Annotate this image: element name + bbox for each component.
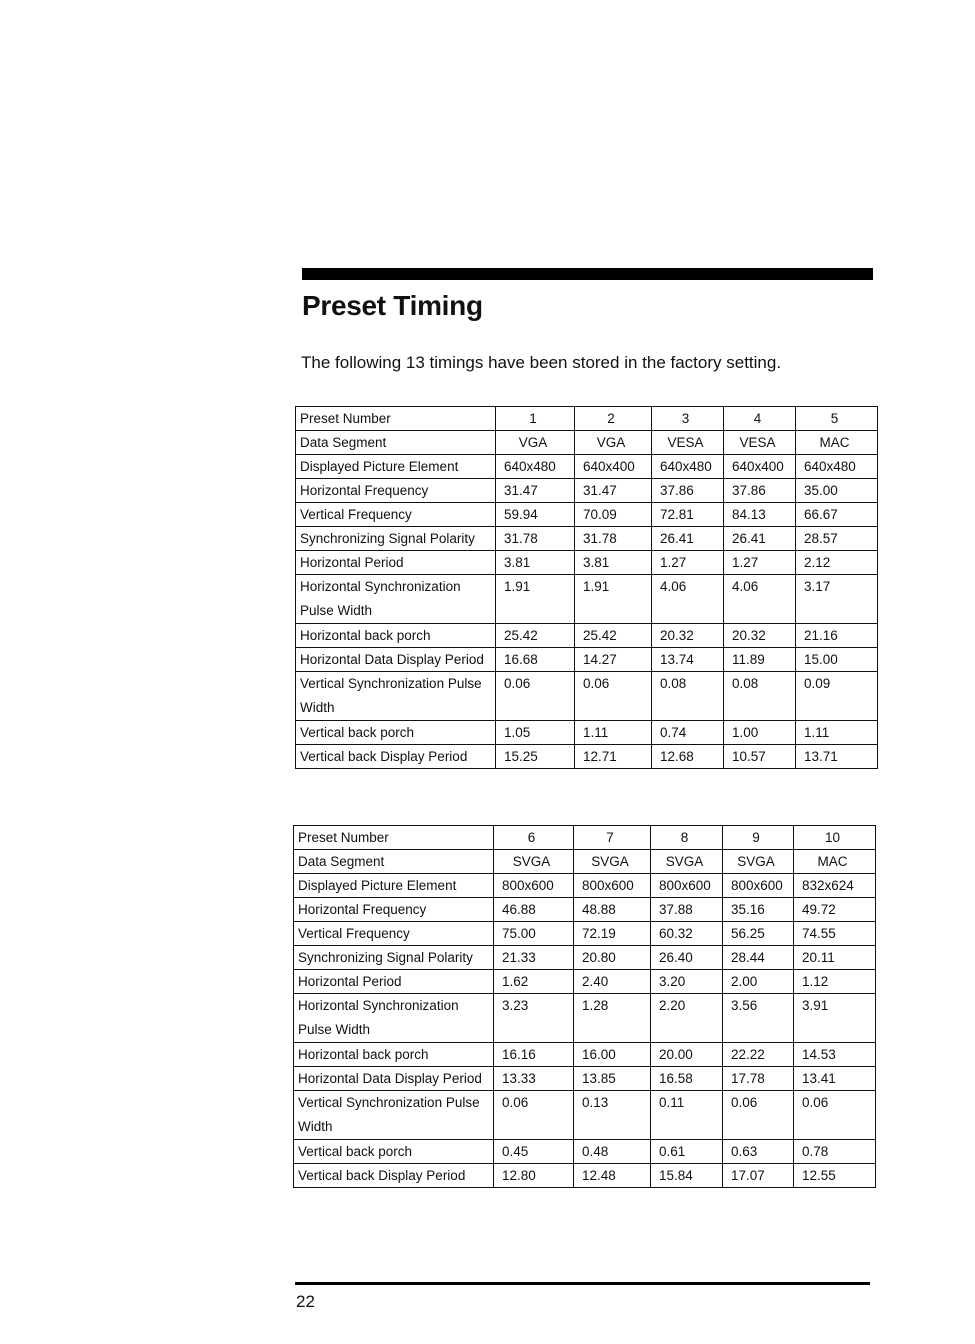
- table-cell: 17.07: [723, 1164, 794, 1188]
- table-cell: 5: [796, 407, 878, 431]
- table-cell: 3.91: [794, 994, 876, 1043]
- table-cell: 26.41: [724, 527, 796, 551]
- table-cell: 35.16: [723, 898, 794, 922]
- row-label: Data Segment: [296, 431, 496, 455]
- footer-rule: [295, 1282, 870, 1285]
- table-cell: 0.78: [794, 1140, 876, 1164]
- table-row: [294, 850, 876, 874]
- table-cell: 13.41: [794, 1067, 876, 1091]
- table-cell: 800x600: [494, 874, 574, 898]
- table-row: [296, 455, 878, 479]
- table-row: [294, 1140, 876, 1164]
- intro-text: The following 13 timings have been stored in the factory setting.: [301, 353, 782, 372]
- table-cell: 1.11: [575, 721, 652, 745]
- table-cell: 8: [651, 826, 723, 850]
- table-cell: 74.55: [794, 922, 876, 946]
- table-row: [294, 1043, 876, 1067]
- table-cell: 12.48: [574, 1164, 651, 1188]
- row-label: Preset Number: [294, 826, 494, 850]
- table-row: [294, 994, 876, 1043]
- table-row: [296, 503, 878, 527]
- table-row: [294, 874, 876, 898]
- table-cell: 0.09: [796, 672, 878, 721]
- table-cell: 3.81: [496, 551, 575, 575]
- table-cell: 7: [574, 826, 651, 850]
- table-cell: 26.40: [651, 946, 723, 970]
- table-cell: VESA: [652, 431, 724, 455]
- table-row: [294, 970, 876, 994]
- table-cell: 1.91: [575, 575, 652, 624]
- page-number: 22: [296, 1292, 315, 1311]
- table-cell: 0.48: [574, 1140, 651, 1164]
- table-cell: 20.11: [794, 946, 876, 970]
- table-cell: 0.06: [575, 672, 652, 721]
- table-cell: 13.71: [796, 745, 878, 769]
- row-label: Data Segment: [294, 850, 494, 874]
- table-cell: 56.25: [723, 922, 794, 946]
- table-cell: 0.13: [574, 1091, 651, 1140]
- table-cell: 640x480: [496, 455, 575, 479]
- table-cell: 1: [496, 407, 575, 431]
- row-label: Vertical back porch: [294, 1140, 494, 1164]
- table-cell: 1.91: [496, 575, 575, 624]
- table-cell: 0.61: [651, 1140, 723, 1164]
- table-cell: 3.20: [651, 970, 723, 994]
- table-cell: 72.81: [652, 503, 724, 527]
- table-cell: 16.68: [496, 648, 575, 672]
- row-label: Displayed Picture Element: [296, 455, 496, 479]
- table-cell: 640x480: [796, 455, 878, 479]
- table-cell: 84.13: [724, 503, 796, 527]
- table-cell: 14.27: [575, 648, 652, 672]
- table-cell: 66.67: [796, 503, 878, 527]
- table-cell: 0.08: [652, 672, 724, 721]
- table-cell: 4.06: [652, 575, 724, 624]
- table-cell: 2.40: [574, 970, 651, 994]
- table-cell: VESA: [724, 431, 796, 455]
- table-cell: 10: [794, 826, 876, 850]
- table-cell: 20.80: [574, 946, 651, 970]
- table-row: [296, 551, 878, 575]
- table-cell: 2.00: [723, 970, 794, 994]
- table-row: [294, 1067, 876, 1091]
- table-cell: 59.94: [496, 503, 575, 527]
- table-row: [296, 745, 878, 769]
- table-row: [296, 575, 878, 624]
- table-cell: 0.74: [652, 721, 724, 745]
- row-label: Horizontal Data Display Period: [294, 1067, 494, 1091]
- table-cell: 0.45: [494, 1140, 574, 1164]
- table-cell: 640x400: [724, 455, 796, 479]
- table-cell: VGA: [496, 431, 575, 455]
- table-cell: 13.74: [652, 648, 724, 672]
- table-row: [296, 479, 878, 503]
- table-cell: 1.11: [796, 721, 878, 745]
- row-label: Horizontal Period: [296, 551, 496, 575]
- table-row: [296, 624, 878, 648]
- table-cell: 6: [494, 826, 574, 850]
- table-cell: 28.44: [723, 946, 794, 970]
- table-row: [294, 898, 876, 922]
- table-cell: 1.05: [496, 721, 575, 745]
- table-cell: 21.16: [796, 624, 878, 648]
- table-cell: 4.06: [724, 575, 796, 624]
- table-cell: 12.71: [575, 745, 652, 769]
- table-cell: 1.28: [574, 994, 651, 1043]
- page-title: Preset Timing: [302, 290, 483, 321]
- table-cell: SVGA: [494, 850, 574, 874]
- table-row: [296, 431, 878, 455]
- preset-timing-table-2: [293, 825, 876, 1188]
- table-cell: 3.17: [796, 575, 878, 624]
- table-cell: 15.84: [651, 1164, 723, 1188]
- row-label: Horizontal Synchronization Pulse Width: [296, 575, 496, 624]
- table-cell: 20.32: [724, 624, 796, 648]
- row-label: Horizontal back porch: [296, 624, 496, 648]
- table-cell: 12.55: [794, 1164, 876, 1188]
- table-cell: 31.78: [575, 527, 652, 551]
- table-row: [294, 1091, 876, 1140]
- table-cell: 31.47: [575, 479, 652, 503]
- table-cell: 25.42: [575, 624, 652, 648]
- table-cell: MAC: [796, 431, 878, 455]
- table-cell: 13.33: [494, 1067, 574, 1091]
- preset-timing-table-1: [295, 406, 878, 769]
- row-label: Horizontal Period: [294, 970, 494, 994]
- table-row: [296, 407, 878, 431]
- table-cell: 0.63: [723, 1140, 794, 1164]
- row-label: Horizontal Synchronization Pulse Width: [294, 994, 494, 1043]
- table-cell: 35.00: [796, 479, 878, 503]
- row-label: Displayed Picture Element: [294, 874, 494, 898]
- table-cell: 640x400: [575, 455, 652, 479]
- table-cell: 2: [575, 407, 652, 431]
- table-cell: 9: [723, 826, 794, 850]
- table-cell: 11.89: [724, 648, 796, 672]
- table-cell: 25.42: [496, 624, 575, 648]
- table-cell: 16.00: [574, 1043, 651, 1067]
- table-cell: 12.80: [494, 1164, 574, 1188]
- table-cell: 0.06: [794, 1091, 876, 1140]
- table-cell: 60.32: [651, 922, 723, 946]
- table-row: [294, 1164, 876, 1188]
- table-row: [296, 648, 878, 672]
- table-row: [294, 946, 876, 970]
- table-cell: 2.12: [796, 551, 878, 575]
- table-cell: 0.08: [724, 672, 796, 721]
- table-cell: 26.41: [652, 527, 724, 551]
- table-cell: 832x624: [794, 874, 876, 898]
- table-cell: 12.68: [652, 745, 724, 769]
- row-label: Horizontal Data Display Period: [296, 648, 496, 672]
- table-row: [294, 922, 876, 946]
- table-cell: 0.06: [723, 1091, 794, 1140]
- table-cell: 1.12: [794, 970, 876, 994]
- table-cell: 15.25: [496, 745, 575, 769]
- row-label: Horizontal back porch: [294, 1043, 494, 1067]
- table-cell: SVGA: [574, 850, 651, 874]
- row-label: Horizontal Frequency: [296, 479, 496, 503]
- table-row: [296, 527, 878, 551]
- table-cell: 31.78: [496, 527, 575, 551]
- table-cell: 10.57: [724, 745, 796, 769]
- table-cell: 37.86: [724, 479, 796, 503]
- table-cell: 3: [652, 407, 724, 431]
- row-label: Synchronizing Signal Polarity: [294, 946, 494, 970]
- row-label: Vertical back Display Period: [296, 745, 496, 769]
- table-cell: 70.09: [575, 503, 652, 527]
- table-cell: 75.00: [494, 922, 574, 946]
- table-cell: 16.58: [651, 1067, 723, 1091]
- section-rule: [302, 268, 873, 280]
- table-cell: 28.57: [796, 527, 878, 551]
- table-cell: 4: [724, 407, 796, 431]
- table-cell: 22.22: [723, 1043, 794, 1067]
- table-cell: 31.47: [496, 479, 575, 503]
- table-cell: 49.72: [794, 898, 876, 922]
- table-cell: 72.19: [574, 922, 651, 946]
- row-label: Horizontal Frequency: [294, 898, 494, 922]
- table-cell: 3.56: [723, 994, 794, 1043]
- table-cell: SVGA: [651, 850, 723, 874]
- table-cell: 1.27: [724, 551, 796, 575]
- table-cell: 20.00: [651, 1043, 723, 1067]
- table-cell: 640x480: [652, 455, 724, 479]
- table-cell: 15.00: [796, 648, 878, 672]
- table-cell: SVGA: [723, 850, 794, 874]
- table-row: [296, 672, 878, 721]
- table-cell: 37.86: [652, 479, 724, 503]
- table-cell: 1.62: [494, 970, 574, 994]
- table-cell: MAC: [794, 850, 876, 874]
- row-label: Vertical Synchronization Pulse Width: [296, 672, 496, 721]
- table-cell: 2.20: [651, 994, 723, 1043]
- table-cell: 800x600: [651, 874, 723, 898]
- table-cell: 3.23: [494, 994, 574, 1043]
- row-label: Vertical Frequency: [294, 922, 494, 946]
- table-cell: 800x600: [574, 874, 651, 898]
- row-label: Vertical back Display Period: [294, 1164, 494, 1188]
- table-cell: 17.78: [723, 1067, 794, 1091]
- table-cell: 3.81: [575, 551, 652, 575]
- table-cell: 16.16: [494, 1043, 574, 1067]
- row-label: Synchronizing Signal Polarity: [296, 527, 496, 551]
- table-cell: 0.06: [496, 672, 575, 721]
- table-cell: 1.00: [724, 721, 796, 745]
- table-cell: 800x600: [723, 874, 794, 898]
- table-cell: 37.88: [651, 898, 723, 922]
- table-cell: 13.85: [574, 1067, 651, 1091]
- table-cell: VGA: [575, 431, 652, 455]
- table-cell: 20.32: [652, 624, 724, 648]
- row-label: Vertical Frequency: [296, 503, 496, 527]
- table-row: [296, 721, 878, 745]
- table-row: [294, 826, 876, 850]
- table-cell: 48.88: [574, 898, 651, 922]
- row-label: Preset Number: [296, 407, 496, 431]
- table-cell: 14.53: [794, 1043, 876, 1067]
- row-label: Vertical Synchronization Pulse Width: [294, 1091, 494, 1140]
- table-cell: 1.27: [652, 551, 724, 575]
- row-label: Vertical back porch: [296, 721, 496, 745]
- table-cell: 0.11: [651, 1091, 723, 1140]
- table-cell: 0.06: [494, 1091, 574, 1140]
- table-cell: 21.33: [494, 946, 574, 970]
- table-cell: 46.88: [494, 898, 574, 922]
